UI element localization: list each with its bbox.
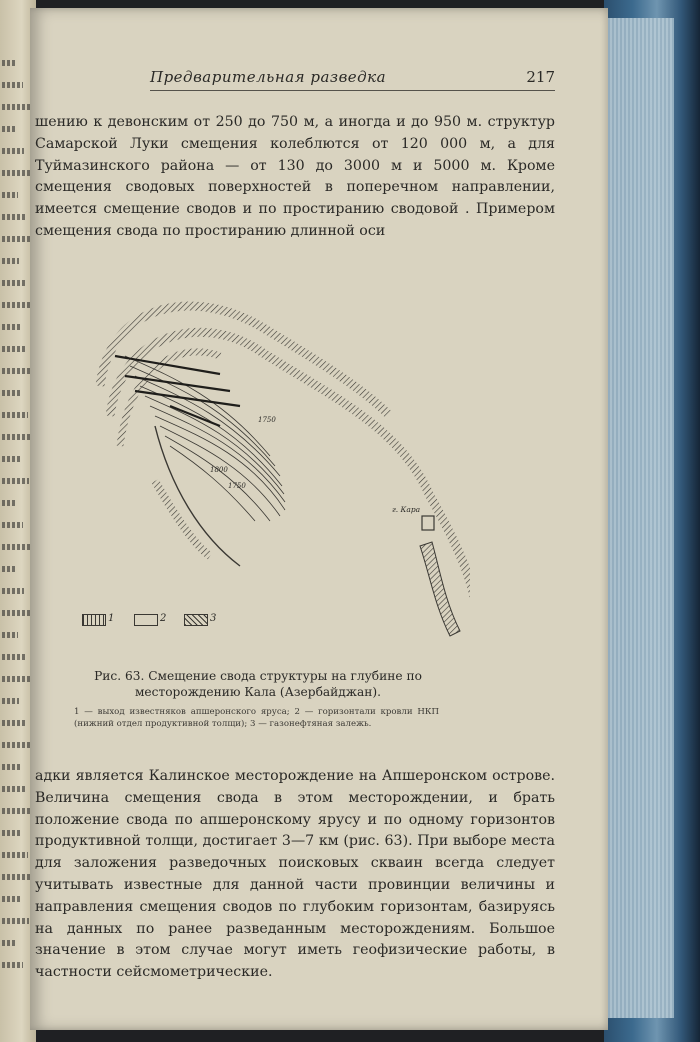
running-head <box>150 66 555 91</box>
left-page-text-fragment <box>2 258 19 264</box>
outcrop-band-mid <box>110 332 470 626</box>
legend-number-1: 1 <box>108 613 115 624</box>
left-page-text-fragment <box>2 566 17 572</box>
left-page-text-fragment <box>2 896 22 902</box>
running-head-title: Предварительная разведка <box>150 68 387 86</box>
left-page-text-fragment <box>2 544 30 550</box>
contour-lines <box>125 356 285 521</box>
left-page-text-fragment <box>2 676 32 682</box>
paragraph-bottom-text: адки является Калинское месторождение на Апшеронском острове. Величина смещения свода в этом месторождении, и брать положение свода по апшеронскому ярусу и по одному горизонтов продуктивной толщи, достигает 3—7 км (рис. 63). При выборе места для заложения разведочных поисковых скваин всегда следует учитывать известные для данной части провинции величины и направления смещения сводов по глубоким горизонтам, базируясь на данных по ранее разведанным месторождениям. Большое значение в этом случае могут иметь геофизические работы, в частности сейсмометрические. <box>35 768 555 981</box>
left-page-text-fragment <box>2 192 18 198</box>
left-page-text-fragment <box>2 346 27 352</box>
left-page-text-fragment <box>2 126 17 132</box>
paragraph-bottom <box>35 766 555 984</box>
left-page-text-fragment <box>2 632 18 638</box>
left-page-text-fragment <box>2 214 25 220</box>
left-page-text-fragment <box>2 82 23 88</box>
legend-swatch-1 <box>82 614 106 626</box>
left-page-text-fragment <box>2 720 26 726</box>
left-page-text-fragment <box>2 918 29 924</box>
left-page-text-fragment <box>2 324 20 330</box>
left-page-text-fragment <box>2 698 19 704</box>
paragraph-top-text: шению к девонским от 250 до 750 м, а иногда и до 950 м. структур Самарской Луки смещения колеблются от 120 000 м, а для Туймазинского района — от 130 до 3000 м и 5000 м. Кроме смещения сводовых поверхностей в поперечном направлении, имеется смещение сводов и по простиранию сводовой . Примером смещения свода по простиранию длинной оси <box>35 114 555 239</box>
legend-number-2: 2 <box>160 613 167 624</box>
left-page-text-fragment <box>2 522 23 528</box>
contour-label-2: 1800 <box>210 466 228 474</box>
left-page-text-fragment <box>2 170 31 176</box>
place-label: г. Кара <box>392 505 421 514</box>
left-page-text-fragment <box>2 786 27 792</box>
left-page-text-fragment <box>2 654 25 660</box>
page-number: 217 <box>526 68 555 86</box>
left-page-text-fragment <box>2 500 16 506</box>
deposit-body <box>420 542 460 636</box>
left-page-text-fragment <box>2 60 16 66</box>
left-page-text-fragment <box>2 962 23 968</box>
legend-swatch-2 <box>134 614 158 626</box>
figure-legend-text: 1 — выход известняков апшеронского яруса; 2 — горизонтали кровли НКП (нижний отдел продуктивной толщи); 3 — газонефтяная залежь. <box>74 707 439 729</box>
left-page-text-fragment <box>2 236 32 242</box>
left-page-text-fragment <box>2 478 29 484</box>
deposit-marker <box>422 516 434 530</box>
legend-swatch-3 <box>184 614 208 626</box>
page-block-edge <box>604 18 674 1018</box>
left-page-text-fragment <box>2 764 20 770</box>
paragraph-top <box>35 112 555 243</box>
left-page-text-fragment <box>2 742 33 748</box>
west-band <box>155 481 210 556</box>
structure-figure <box>70 266 470 666</box>
figure-legend <box>82 612 262 630</box>
contour-label-3: 1750 <box>228 482 246 490</box>
left-page-text-fragment <box>2 830 21 836</box>
left-page-text-fragment <box>2 588 24 594</box>
left-page-text-fragment <box>2 852 28 858</box>
legend-number-3: 3 <box>210 613 217 624</box>
left-page-text-fragment <box>2 148 24 154</box>
left-page-text-fragment <box>2 280 26 286</box>
left-page-text-fragment <box>2 412 28 418</box>
contour-label-1: 1750 <box>258 416 276 424</box>
left-page-text-fragment <box>2 390 21 396</box>
figure-caption: Рис. 63. Смещение свода структуры на глубине по месторождению Кала (Азербайджан). <box>94 669 422 699</box>
book-page <box>30 8 608 1030</box>
left-page-text-fragment <box>2 104 30 110</box>
left-page-text-fragment <box>2 610 31 616</box>
left-page-text-fragment <box>2 456 22 462</box>
left-page-text-fragment <box>2 940 16 946</box>
left-page-text-fragment <box>2 302 33 308</box>
